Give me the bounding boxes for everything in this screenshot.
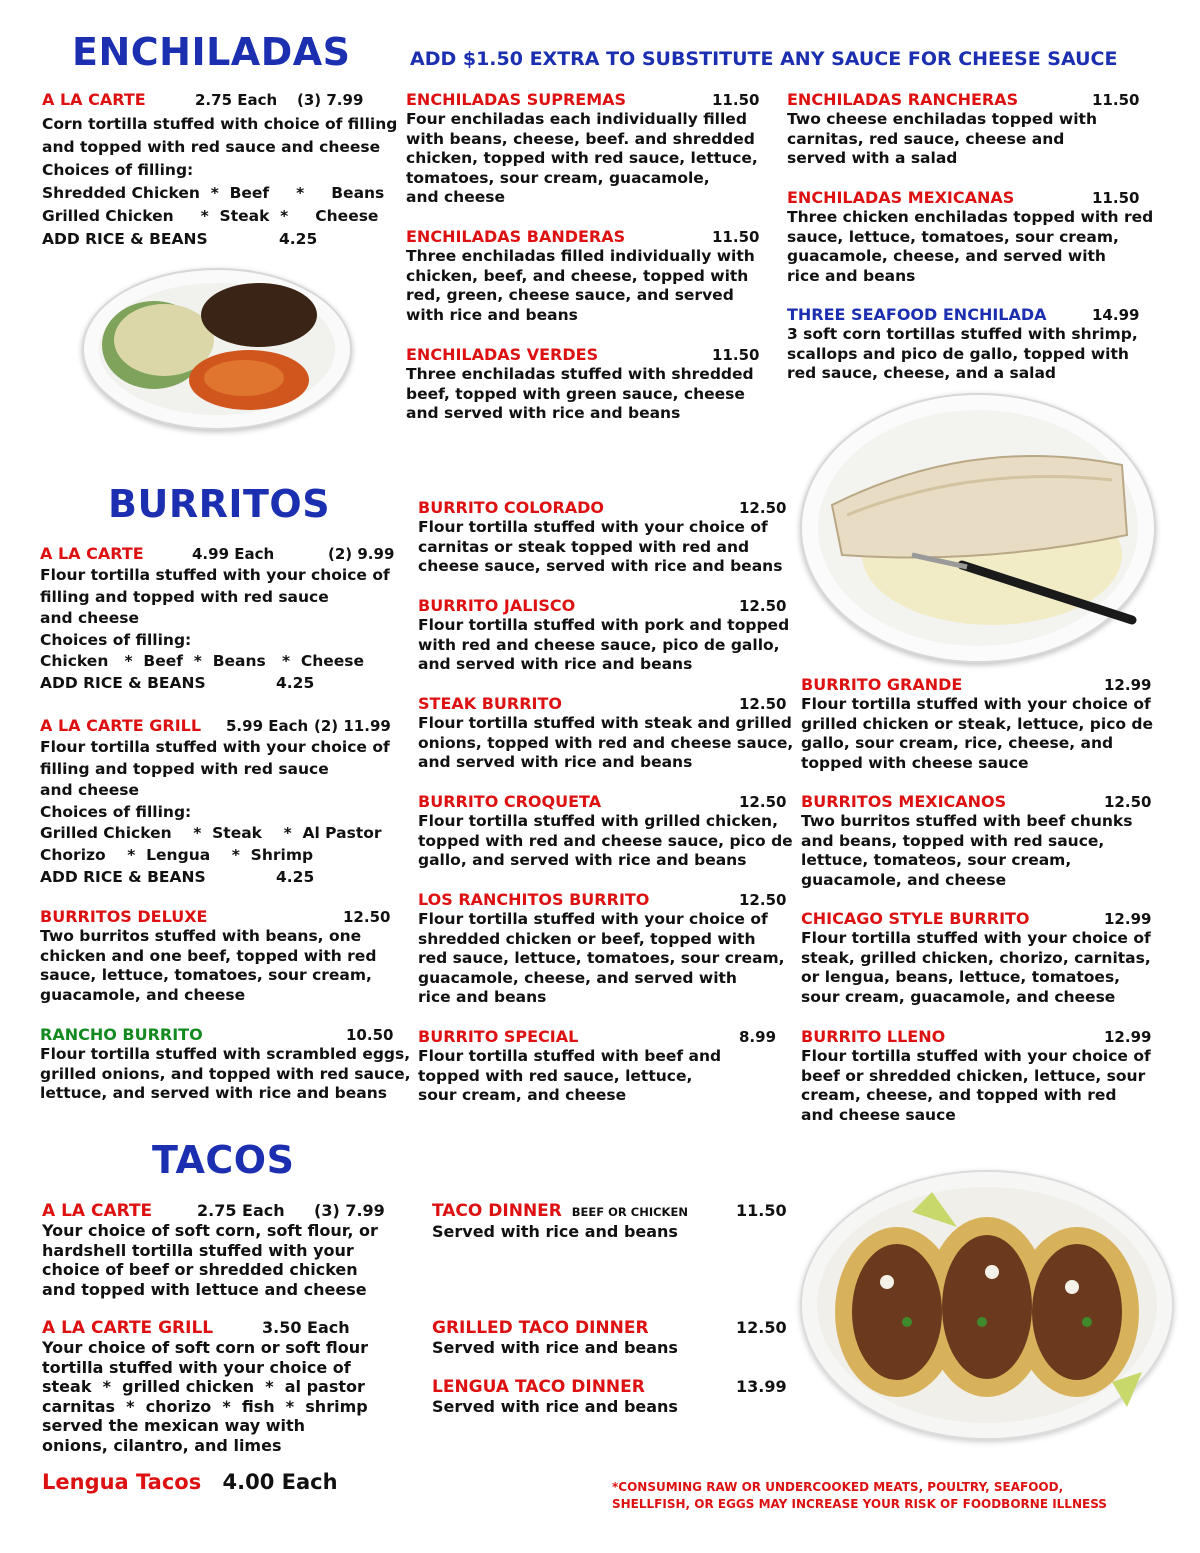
desc-line: red sauce, lettuce, tomatoes, sour cream, — [418, 949, 785, 968]
item-price-each: 2.75 Each — [197, 1201, 285, 1220]
item-price-multi: (2) 9.99 — [328, 545, 395, 563]
desc-line: Flour tortilla stuffed with grilled chicken, — [418, 812, 778, 830]
item-name: LOS RANCHITOS BURRITO — [418, 890, 650, 909]
enchiladas-supremas — [406, 90, 760, 208]
item-name: CHICAGO STYLE BURRITO — [801, 909, 1030, 928]
taco-dinner — [432, 1201, 792, 1242]
desc-line: Flour tortilla stuffed with beef and — [418, 1047, 722, 1065]
item-price: 12.50 — [739, 793, 787, 811]
tacos-plate-image — [800, 1170, 1174, 1440]
enchilada-plate-image — [82, 268, 352, 430]
desc-line: with rice and beans — [406, 305, 578, 324]
desc-line: rice and beans — [787, 266, 916, 285]
enchiladas-mexicanas — [787, 188, 1167, 286]
item-price: 12.50 — [736, 1318, 787, 1337]
item-price: 12.50 — [739, 597, 787, 615]
item-price: 12.50 — [739, 891, 787, 909]
taco-a-la-carte-grill — [42, 1318, 412, 1456]
desc-line: hardshell tortilla stuffed with your — [42, 1240, 354, 1260]
desc-line: Served with rice and beans — [432, 1338, 678, 1357]
item-price: 10.50 — [346, 1026, 394, 1044]
desc-line: and cheese — [40, 609, 139, 628]
item-price-multi: (2) 11.99 — [314, 717, 391, 735]
desc-line: Corn tortilla stuffed with choice of filling — [42, 115, 398, 133]
desc-line: steak, grilled chicken, chorizo, carnitas, — [801, 948, 1151, 967]
item-price-multi: (3) 7.99 — [314, 1201, 385, 1220]
item-price-each: 3.50 Each — [262, 1318, 350, 1337]
steak-burrito — [418, 694, 794, 773]
disclaimer-line: SHELLFISH, OR EGGS MAY INCREASE YOUR RISK OF FOODBORNE ILLNESS — [612, 1497, 1107, 1511]
item-price: 12.99 — [1104, 910, 1152, 928]
desc-line: guacamole, cheese, and served with — [787, 247, 1106, 266]
item-name: BURRITOS DELUXE — [40, 907, 208, 926]
enchiladas-title: ENCHILADAS — [72, 30, 351, 74]
desc-line: Flour tortilla stuffed with your choice of — [801, 1047, 1151, 1065]
desc-line: tortilla stuffed with your choice of — [42, 1357, 351, 1377]
item-price: 11.50 — [736, 1201, 787, 1220]
desc-line: topped with cheese sauce — [801, 753, 1029, 772]
desc-line: scallops and pico de gallo, topped with — [787, 344, 1129, 363]
burrito-a-la-carte-grill — [40, 716, 405, 888]
desc-line: grilled onions, and topped with red sauce, — [40, 1064, 411, 1083]
desc-line: choice of beef or shredded chicken — [42, 1260, 358, 1280]
lengua-taco-dinner — [432, 1377, 792, 1417]
desc-line: or lengua, beans, lettuce, tomatoes, — [801, 968, 1121, 987]
item-name: ENCHILADAS BANDERAS — [406, 227, 626, 246]
grilled-taco-dinner — [432, 1318, 792, 1358]
desc-line: and cheese sauce — [801, 1105, 956, 1124]
enchilada-a-la-carte — [42, 90, 402, 251]
burrito-special — [418, 1027, 790, 1106]
burrito-a-la-carte — [40, 544, 405, 695]
item-price: 11.50 — [1092, 189, 1140, 207]
item-name: ENCHILADAS SUPREMAS — [406, 90, 627, 109]
chicago-style-burrito — [801, 909, 1171, 1007]
enchiladas-banderas — [406, 227, 760, 325]
item-name: A LA CARTE — [42, 90, 146, 109]
desc-line: Two cheese enchiladas topped with — [787, 110, 1097, 128]
desc-line: sauce, lettuce, tomatoes, sour cream, — [787, 227, 1119, 246]
desc-line: Flour tortilla stuffed with your choice of — [40, 738, 390, 756]
desc-line: gallo, sour cream, rice, cheese, and — [801, 734, 1114, 753]
desc-line: and served with rice and beans — [418, 753, 693, 772]
item-price-each: 5.99 Each — [226, 717, 309, 735]
desc-line: lettuce, and served with rice and beans — [40, 1084, 387, 1103]
burritos-deluxe — [40, 907, 405, 1005]
add-rice-beans-price: 4.25 — [276, 867, 315, 886]
item-price-each: 4.99 Each — [192, 545, 275, 563]
desc-line: beef, topped with green sauce, cheese — [406, 384, 745, 403]
three-seafood-enchilada — [787, 305, 1167, 384]
burrito-grande — [801, 675, 1171, 773]
item-name: BURRITO COLORADO — [418, 498, 605, 517]
enchilada-plate-illustration — [84, 270, 350, 428]
desc-line: guacamole, and cheese — [40, 985, 246, 1004]
item-name: ENCHILADAS VERDES — [406, 345, 599, 364]
item-name: A LA CARTE GRILL — [40, 716, 202, 735]
desc-line: Your choice of soft corn, soft flour, or — [42, 1221, 378, 1240]
desc-line: Two burritos stuffed with beans, one — [40, 927, 362, 945]
desc-line: red, green, cheese sauce, and served — [406, 286, 734, 305]
item-name: TACO DINNER — [432, 1201, 562, 1221]
desc-line: guacamole, and cheese — [801, 870, 1007, 889]
item-name: BURRITO CROQUETA — [418, 792, 602, 811]
item-name: STEAK BURRITO — [418, 694, 563, 713]
item-subtitle: BEEF OR CHICKEN — [571, 1205, 688, 1219]
desc-line: Three chicken enchiladas topped with red — [787, 208, 1154, 226]
desc-line: cheese sauce, served with rice and beans — [418, 557, 783, 576]
add-rice-beans-label: ADD RICE & BEANS — [40, 673, 206, 692]
burrito-plate-image — [800, 393, 1156, 663]
desc-line: and served with rice and beans — [418, 655, 693, 674]
desc-line: chicken, topped with red sauce, lettuce, — [406, 149, 758, 168]
desc-line: Three enchiladas filled individually with — [406, 247, 755, 265]
item-price: 12.99 — [1104, 1028, 1152, 1046]
desc-line: and cheese — [406, 188, 505, 207]
add-rice-beans-label: ADD RICE & BEANS — [40, 867, 206, 886]
desc-line: and beans, topped with red sauce, — [801, 831, 1105, 850]
desc-line: steak * grilled chicken * al pastor — [42, 1377, 365, 1397]
tacos-title: TACOS — [152, 1138, 295, 1182]
desc-line: chicken and one beef, topped with red — [40, 946, 377, 965]
item-price: 8.99 — [739, 1028, 777, 1046]
desc-line: shredded chicken or beef, topped with — [418, 929, 756, 948]
item-price: 13.99 — [736, 1377, 787, 1396]
sauce-substitution-note: ADD $1.50 EXTRA TO SUBSTITUTE ANY SAUCE FOR CHEESE SAUCE — [410, 48, 1118, 70]
taco-a-la-carte — [42, 1201, 412, 1299]
desc-line: Flour tortilla stuffed with pork and topped — [418, 616, 790, 634]
item-name: BURRITO JALISCO — [418, 596, 576, 615]
desc-line: topped with red and cheese sauce, pico de — [418, 831, 793, 850]
desc-line: rice and beans — [418, 988, 547, 1007]
burrito-lleno — [801, 1027, 1171, 1125]
desc-line: onions, topped with red and cheese sauce, — [418, 733, 794, 752]
item-name: A LA CARTE GRILL — [42, 1318, 214, 1338]
desc-line: sour cream, guacamole, and cheese — [801, 987, 1116, 1006]
desc-line: served with a salad — [787, 149, 958, 168]
burrito-croqueta — [418, 792, 793, 871]
desc-line: chicken, beef, and cheese, topped with — [406, 266, 749, 285]
enchiladas-verdes — [406, 345, 760, 424]
item-price: 12.50 — [739, 499, 787, 517]
item-name: RANCHO BURRITO — [40, 1025, 203, 1044]
desc-line: and topped with red sauce and cheese — [42, 138, 381, 156]
lengua-tacos-label: Lengua Tacos — [42, 1470, 202, 1494]
desc-line: carnitas, red sauce, cheese and — [787, 129, 1065, 148]
desc-line: sauce, lettuce, tomatoes, sour cream, — [40, 966, 372, 985]
item-price: 14.99 — [1092, 306, 1140, 324]
desc-line: guacamole, cheese, and served with — [418, 968, 737, 987]
desc-line: tomatoes, sour cream, guacamole, — [406, 168, 710, 187]
add-rice-beans-price: 4.25 — [279, 230, 318, 248]
desc-line: carnitas * chorizo * fish * shrimp — [42, 1396, 368, 1416]
item-name: A LA CARTE — [40, 544, 144, 563]
desc-line: cream, cheese, and topped with red — [801, 1086, 1117, 1105]
item-price: 12.50 — [1104, 793, 1152, 811]
item-price: 12.50 — [343, 908, 391, 926]
desc-line: Two burritos stuffed with beef chunks — [801, 812, 1133, 830]
item-name: A LA CARTE — [42, 1201, 153, 1221]
item-price: 11.50 — [712, 91, 760, 109]
los-ranchitos-burrito — [418, 890, 790, 1008]
item-price: 11.50 — [1092, 91, 1140, 109]
desc-line: Choices of filling: — [42, 161, 194, 179]
desc-line: Flour tortilla stuffed with your choice of — [418, 518, 768, 536]
add-rice-beans-label: ADD RICE & BEANS — [42, 230, 208, 248]
desc-line: Shredded Chicken * Beef * Beans — [42, 184, 385, 202]
desc-line: onions, cilantro, and limes — [42, 1435, 282, 1455]
desc-line: red sauce, cheese, and a salad — [787, 364, 1057, 383]
desc-line: and topped with lettuce and cheese — [42, 1279, 367, 1299]
desc-line: 3 soft corn tortillas stuffed with shrimp, — [787, 325, 1138, 343]
desc-line: Flour tortilla stuffed with your choice of — [801, 929, 1151, 947]
desc-line: topped with red sauce, lettuce, — [418, 1066, 693, 1085]
desc-line: and cheese — [40, 781, 139, 800]
burrito-jalisco — [418, 596, 790, 675]
desc-line: Choices of filling: — [40, 630, 192, 649]
desc-line: Your choice of soft corn or soft flour — [42, 1338, 369, 1357]
item-name: LENGUA TACO DINNER — [432, 1377, 645, 1397]
item-price: 11.50 — [712, 228, 760, 246]
desc-line: Choices of filling: — [40, 802, 192, 821]
desc-line: Three enchiladas stuffed with shredded — [406, 365, 754, 383]
desc-line: Four enchiladas each individually filled — [406, 110, 747, 128]
burrito-plate-illustration — [802, 395, 1154, 661]
foodborne-illness-disclaimer — [612, 1479, 1172, 1513]
add-rice-beans-price: 4.25 — [276, 673, 315, 692]
tacos-plate-illustration — [802, 1172, 1172, 1438]
item-name: GRILLED TACO DINNER — [432, 1318, 649, 1338]
desc-line: Grilled Chicken * Steak * Cheese — [42, 207, 379, 225]
desc-line: with red and cheese sauce, pico de gallo, — [418, 635, 780, 654]
desc-line: Flour tortilla stuffed with your choice of — [40, 566, 390, 584]
desc-line: filling and topped with red sauce — [40, 587, 329, 606]
desc-line: carnitas or steak topped with red and — [418, 537, 750, 556]
item-name: ENCHILADAS MEXICANAS — [787, 188, 1015, 207]
desc-line: with beans, cheese, beef. and shredded — [406, 129, 755, 148]
desc-line: and served with rice and beans — [406, 404, 681, 423]
item-name: BURRITO GRANDE — [801, 675, 963, 694]
desc-line: lettuce, tomateos, sour cream, — [801, 851, 1072, 870]
item-price-multi: (3) 7.99 — [297, 91, 364, 109]
item-price: 12.50 — [739, 695, 787, 713]
enchiladas-rancheras — [787, 90, 1167, 169]
item-name: BURRITO SPECIAL — [418, 1027, 579, 1046]
desc-line: Flour tortilla stuffed with scrambled eggs, — [40, 1045, 411, 1063]
disclaimer-line: *CONSUMING RAW OR UNDERCOOKED MEATS, POULTRY, SEAFOOD, — [612, 1480, 1064, 1494]
desc-line: Served with rice and beans — [432, 1222, 678, 1241]
item-price-each: 2.75 Each — [195, 91, 278, 109]
desc-line: served the mexican way with — [42, 1416, 305, 1436]
burritos-mexicanos — [801, 792, 1171, 890]
item-price: 12.99 — [1104, 676, 1152, 694]
desc-line: Chicken * Beef * Beans * Cheese — [40, 652, 365, 671]
desc-line: Chorizo * Lengua * Shrimp — [40, 845, 314, 864]
desc-line: gallo, and served with rice and beans — [418, 851, 747, 870]
lengua-tacos-price: 4.00 Each — [222, 1470, 338, 1494]
desc-line: sour cream, and cheese — [418, 1086, 627, 1105]
desc-line: Flour tortilla stuffed with your choice of — [418, 910, 768, 928]
desc-line: Flour tortilla stuffed with steak and grilled — [418, 714, 792, 732]
desc-line: Flour tortilla stuffed with your choice of — [801, 695, 1151, 713]
item-name: THREE SEAFOOD ENCHILADA — [787, 305, 1047, 324]
desc-line: grilled chicken or steak, lettuce, pico de — [801, 714, 1154, 733]
burritos-title: BURRITOS — [108, 482, 331, 526]
item-name: ENCHILADAS RANCHERAS — [787, 90, 1019, 109]
item-name: BURRITO LLENO — [801, 1027, 946, 1046]
item-name: BURRITOS MEXICANOS — [801, 792, 1007, 811]
rancho-burrito — [40, 1025, 411, 1104]
burrito-colorado — [418, 498, 790, 577]
item-price: 11.50 — [712, 346, 760, 364]
desc-line: filling and topped with red sauce — [40, 759, 329, 778]
desc-line: Grilled Chicken * Steak * Al Pastor — [40, 824, 382, 843]
lengua-tacos — [42, 1470, 338, 1494]
desc-line: Served with rice and beans — [432, 1397, 678, 1416]
desc-line: beef or shredded chicken, lettuce, sour — [801, 1066, 1146, 1085]
